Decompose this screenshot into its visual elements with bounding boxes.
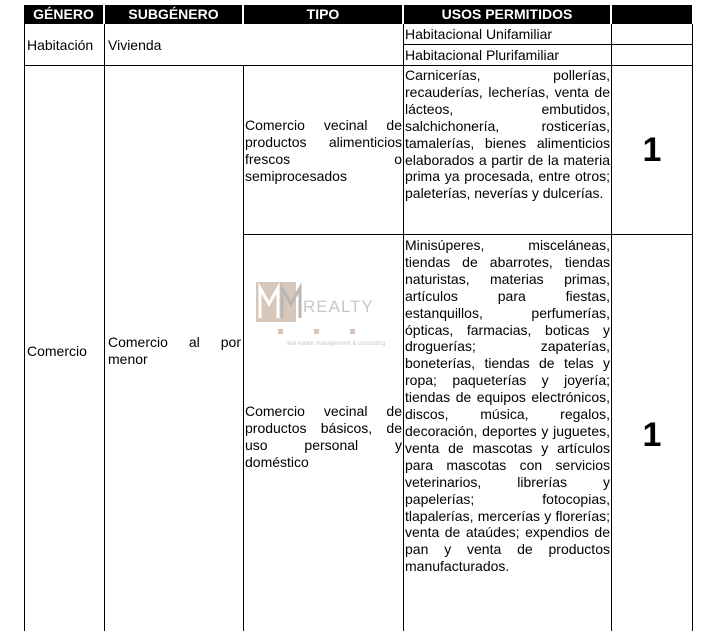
grid-line [104,24,105,631]
svg-text:real estate management & consu: real estate management & consulting [286,341,386,347]
valor-basicos: 1 [642,416,662,454]
tipo-alimenticios: Comercio vecinal de productos alimenticios frescos o semiprocesados [245,117,402,184]
genero-comercio: Comercio [27,343,87,359]
subgenero-comercio-al-por-menor: Comercio al por menor [108,334,241,367]
grid-line [24,65,693,66]
mm-realty-watermark-logo [256,282,406,352]
header-subgenero: SUBGÉNERO [105,5,242,24]
header-genero: GÉNERO [24,5,103,24]
svg-text:REALTY: REALTY [303,297,374,316]
grid-line [243,234,693,235]
grid-line [24,24,25,631]
header-tipo: TIPO [244,5,402,24]
tipo-basicos: Comercio vecinal de productos básicos, de uso personal y doméstico [245,403,402,470]
mm-logo-icon [256,282,406,352]
uso-habitacional-plurifamiliar: Habitacional Plurifamiliar [405,47,560,63]
grid-line [611,24,612,631]
grid-line [243,65,244,631]
genero-habitacion: Habitación [27,37,94,53]
subgenero-vivienda: Vivienda [108,37,162,53]
usos-alimenticios: Carnicerías, pollerías, recauderías, lecherías, venta de lácteos, embutidos, salchichonería, rosticerías, tamalerías, bienes alimenticios elaborados a partir de la materia prima ya procesada, entre otros; paleterías, neverías y dulcerías. [405,67,610,202]
grid-line [403,44,693,45]
usos-basicos: Minisúperes, misceláneas, tiendas de abarrotes, tiendas naturistas, materias primas, artículos para fiestas, estanquillos, perfumerías, ópticas, farmacias, boticas y droguerías; zapaterías, boneterías, tiendas de telas y ropa; paqueterías y joyería; tiendas de equipos electrónicos, discos, música, regalos, decoración, deportes y juguetes, venta de mascotas y artículos para mascotas con servicios veterinarios, librerías y papelerías; fotocopias, tlapalerías, mercerías y florerías; venta de ataúdes; expendios de pan y venta de productos manufacturados. [405,237,610,575]
valor-alimenticios: 1 [642,131,662,169]
header-usos: USOS PERMITIDOS [404,5,610,24]
grid-line [692,24,693,631]
header-valor [612,5,692,24]
uso-habitacional-unifamiliar: Habitacional Unifamiliar [405,26,553,42]
